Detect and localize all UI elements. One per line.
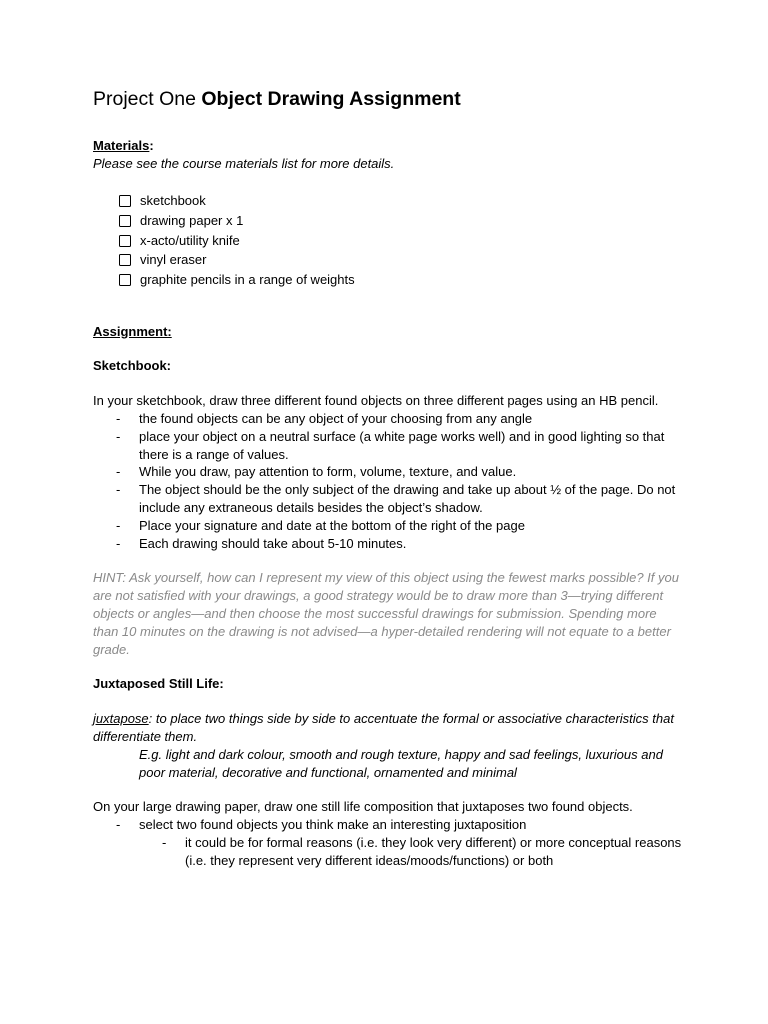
list-item: - Each drawing should take about 5-10 minutes. <box>116 535 683 553</box>
checkbox-icon[interactable] <box>119 235 131 247</box>
list-item: - Place your signature and date at the bottom of the right of the page <box>116 517 683 535</box>
checklist-item <box>119 270 683 290</box>
materials-heading-label: Materials <box>93 138 150 153</box>
title-prefix: Project One <box>93 88 202 110</box>
list-item: - the found objects can be any object of your choosing from any angle <box>116 410 683 428</box>
materials-note: Please see the course materials list for more details. <box>93 155 395 171</box>
juxtapose-definition <box>93 710 683 746</box>
juxtapose-examples: E.g. light and dark colour, smooth and rough texture, happy and sad feelings, luxurious and poor material, decorative and functional, ornamented and minimal <box>139 746 663 780</box>
still-life-heading: Juxtaposed Still Life: <box>93 676 224 692</box>
checklist-item <box>119 211 683 231</box>
checklist-item <box>119 192 683 212</box>
checklist-item-label: drawing paper x 1 <box>140 213 244 229</box>
checklist-item-label: graphite pencils in a range of weights <box>140 271 355 287</box>
still-life-bullets <box>93 816 683 834</box>
materials-heading-colon: : <box>149 138 154 153</box>
list-item: - While you draw, pay attention to form, volume, texture, and value. <box>116 463 683 481</box>
checkbox-icon[interactable] <box>119 254 131 266</box>
list-item: - it could be for formal reasons (i.e. they look very different) or more conceptual reasons (i.e. they represent very different ideas/moods/functions) or both <box>162 834 683 870</box>
checkbox-icon[interactable] <box>119 215 131 227</box>
sketchbook-heading: Sketchbook: <box>93 358 172 374</box>
assignment-heading: Assignment: <box>93 323 172 339</box>
title-bold: Object Drawing Assignment <box>201 88 461 110</box>
materials-checklist <box>93 192 683 290</box>
sketchbook-bullets <box>93 410 683 552</box>
sketchbook-hint: HINT: Ask yourself, how can I represent my view of this object using the fewest marks possible? If you are not satisfied with your drawings, a good strategy would be to draw more than 3—trying different objects or angles—and then choose the most successful drawings for submission. Spending more than 10 minutes on the drawing is not advised—a hyper-detailed rendering will not equate to a better grade. <box>93 570 679 657</box>
list-item: - place your object on a neutral surface (a white page works well) and in good lighting so that there is a range of values. <box>116 428 683 464</box>
checklist-item-label: sketchbook <box>140 193 206 209</box>
definition-term: juxtapose <box>93 711 149 727</box>
page-title <box>93 86 683 112</box>
definition-text: : to place two things side by side to accentuate the formal or associative characteristics that differentiate them. <box>93 711 674 744</box>
list-item: - The object should be the only subject of the drawing and take up about ½ of the page. Do not include any extraneous details besides the object’s shadow. <box>116 481 683 517</box>
checklist-item-label: vinyl eraser <box>140 252 207 268</box>
list-item: - select two found objects you think make an interesting juxtaposition <box>116 816 683 834</box>
checkbox-icon[interactable] <box>119 195 131 207</box>
checkbox-icon[interactable] <box>119 274 131 286</box>
checklist-item-label: x-acto/utility knife <box>140 232 240 248</box>
materials-heading <box>93 137 683 155</box>
checklist-item <box>119 231 683 251</box>
checklist-item <box>119 250 683 270</box>
still-life-intro: On your large drawing paper, draw one still life composition that juxtaposes two found objects. <box>93 799 633 815</box>
sketchbook-intro: In your sketchbook, draw three different found objects on three different pages using an HB pencil. <box>93 393 659 409</box>
still-life-sub-bullets <box>93 834 683 870</box>
document-page <box>93 86 683 869</box>
